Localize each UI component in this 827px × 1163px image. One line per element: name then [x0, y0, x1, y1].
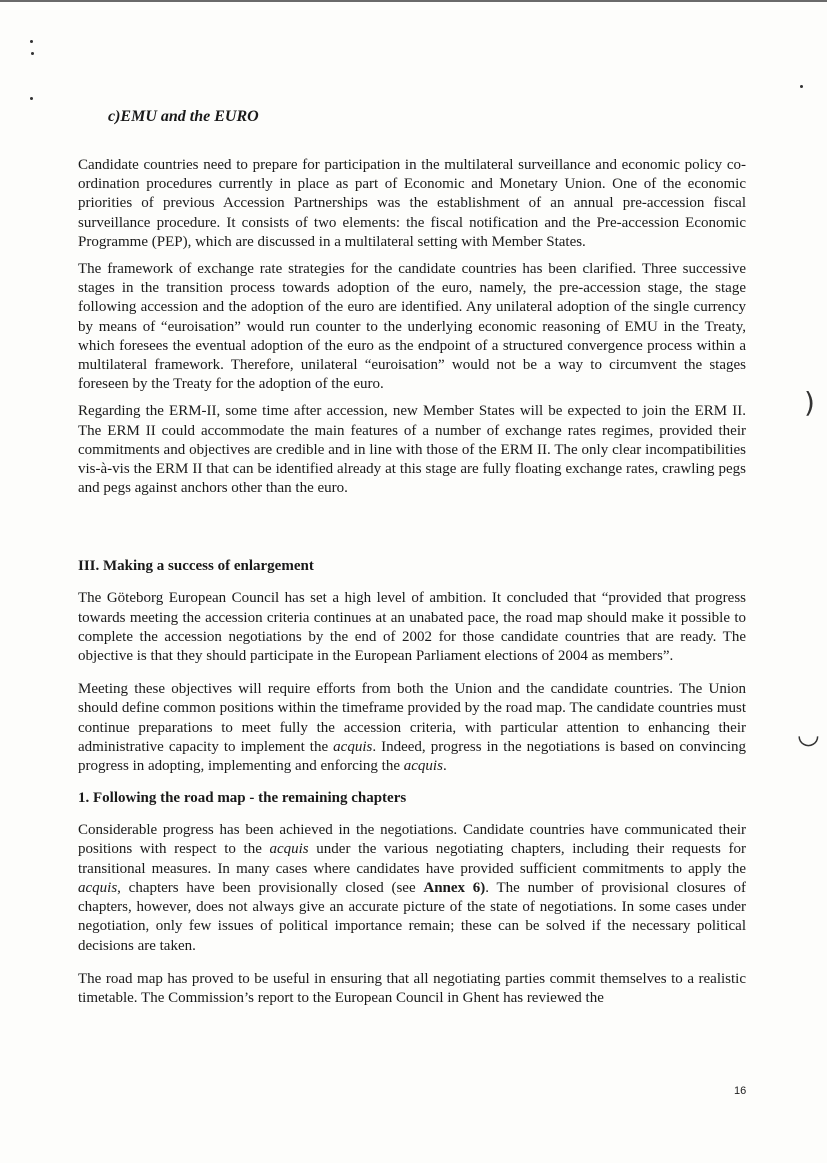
term-acquis: acquis: [269, 841, 309, 858]
annex-reference: Annex 6): [423, 879, 486, 896]
page-number: 16: [734, 1085, 747, 1097]
paragraph-road-map-useful: The road map has proved to be useful in ensuring that all negotiating parties commit themselves to a realistic timetable. The Commission’s report to the European Council in Ghent has reviewed the: [78, 970, 746, 1006]
paragraph-emu-surveillance: Candidate countries need to prepare for participation in the multilateral surveillance and economic policy co-ordination procedures currently in place as part of Economic and Monetary Union. One of the economic priorities of previous Accession Partnerships was the establishment of an annual pre-accession fiscal surveillance procedure. It consists of two elements: the fiscal notification and the Pre-accession Economic Programme (PEP), which are discussed in a multilateral setting with Member States.: [78, 157, 746, 250]
term-acquis: acquis: [403, 758, 443, 775]
subsection-heading-road-map: 1. Following the road map - the remaining chapters: [78, 790, 407, 807]
section-heading-enlargement: III. Making a success of enlargement: [78, 558, 314, 575]
text-run: Considerable progress has been achieved in the negotiations. Candidate countries have communicated their positions with respect to the: [78, 822, 746, 858]
document-page: [78, 108, 746, 1016]
text-run: , chapters have been provisionally closed (see: [117, 879, 424, 896]
paragraph-erm-ii: Regarding the ERM-II, some time after accession, new Member States will be expected to join the ERM II. The ERM II could accommodate the main features of a number of exchange rates regimes, provided their commitments and objectives are credible and in line with those of the ERM II. The only clear incompatibilities vis-à-vis the ERM II that can be identified already at this stage are fully floating exchange rates, crawling pegs and pegs against anchors other than the euro.: [78, 403, 746, 497]
text-run: Meeting these objectives will require efforts from both the Union and the candidate countries. The Union should define common positions within the timeframe provided by the road map. The candidate countries must continue preparations to meet fully the accession criteria, with particular attention to enhancing their administrative capacity to implement the: [78, 681, 746, 755]
text-run: . Indeed, progress in the negotiations is based on convincing progress in adopting, implementing and enforcing the: [78, 738, 746, 775]
paragraph-exchange-rate-strategies: The framework of exchange rate strategies for the candidate countries has been clarified. Three successive stages in the transition process towards adoption of the euro, namely, the pre-accession stage, the stage following accession and the adoption of the euro are identified. Any unilateral adoption of the single currency by means of “euroisation” would run counter to the underlying economic reasoning of EMU in the Treaty, which foresees the eventual adoption of the euro as the endpoint of a structured convergence process within a multilateral framework. Therefore, unilateral “euroisation” would not be a way to circumvent the stages foreseen by the Treaty for the adoption of the euro.: [78, 261, 746, 393]
text-run: .: [442, 758, 447, 775]
section-heading-emu: c)EMU and the EURO: [108, 108, 259, 125]
text-run: . The number of provisional closures of chapters, however, does not always give an accurate picture of the state of negotiations. In some cases under negotiation, only few issues of political importance remain; these can be solved if the necessary political decisions are taken.: [78, 879, 746, 954]
scan-speck: [30, 40, 33, 43]
scan-top-edge: [0, 0, 827, 2]
margin-bracket-mark: ): [804, 386, 815, 419]
paragraph-goteborg-council: The Göteborg European Council has set a high level of ambition. It concluded that “provided that progress towards meeting the accession criteria continues at an unabated pace, the road map should make it possible to complete the accession negotiations by the end of 2002 for those candidate countries that are ready. The objective is that they should participate in the European Parliament elections of 2004 as members”.: [78, 590, 746, 665]
scan-speck: [800, 85, 803, 88]
margin-circle-mark: ◡: [797, 720, 820, 750]
section-spacer: [78, 506, 746, 558]
paragraph-considerable-progress: [78, 821, 746, 955]
text-run: under the various negotiating chapters, including their requests for transitional measures. In many cases where candidates have provided sufficient commitments to apply the: [78, 841, 746, 877]
term-acquis: acquis: [78, 879, 118, 896]
paragraph-meeting-objectives: [78, 680, 746, 776]
term-acquis: acquis: [333, 738, 373, 755]
scan-speck: [30, 97, 33, 100]
scan-speck: [31, 52, 34, 55]
